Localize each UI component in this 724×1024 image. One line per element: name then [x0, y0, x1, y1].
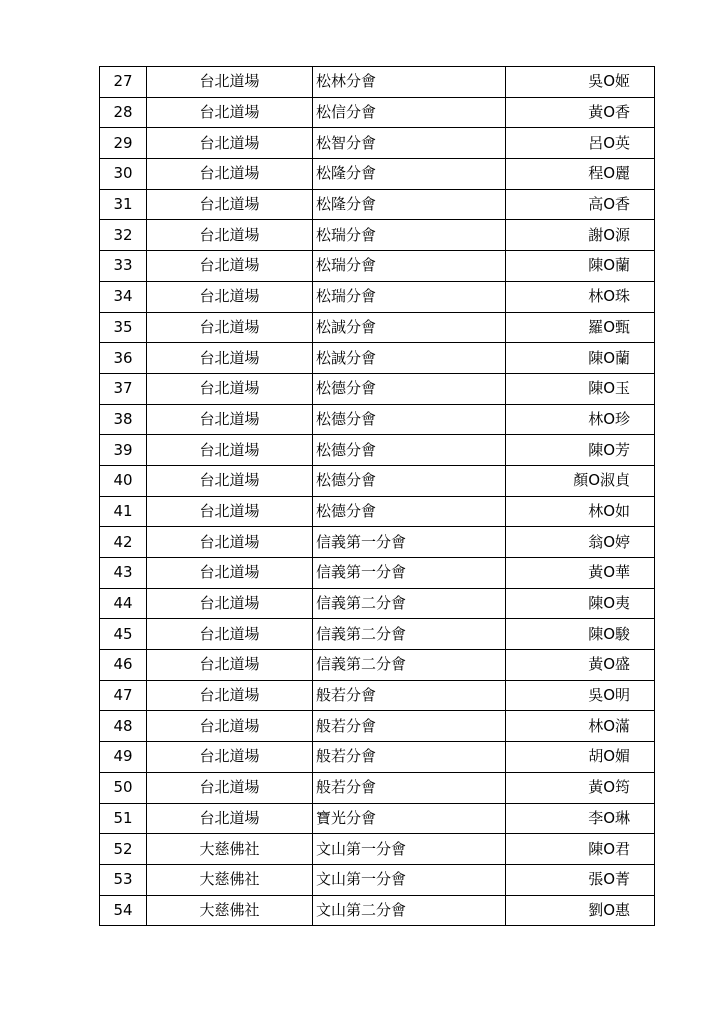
row-number-cell: 43 — [100, 558, 147, 589]
branch-cell: 寶光分會 — [313, 803, 506, 834]
table-row — [100, 680, 655, 711]
dojo-cell: 台北道場 — [147, 312, 313, 343]
branch-cell: 松德分會 — [313, 435, 506, 466]
dojo-cell: 台北道場 — [147, 619, 313, 650]
dojo-cell: 台北道場 — [147, 404, 313, 435]
dojo-cell: 台北道場 — [147, 588, 313, 619]
member-name-cell: 黃O筠 — [506, 772, 655, 803]
member-name-cell: 程O麗 — [506, 159, 655, 190]
dojo-cell: 台北道場 — [147, 465, 313, 496]
member-name-cell: 林O如 — [506, 496, 655, 527]
row-number-cell: 44 — [100, 588, 147, 619]
member-name-cell: 吳O明 — [506, 680, 655, 711]
branch-cell: 松德分會 — [313, 465, 506, 496]
row-number-cell: 33 — [100, 251, 147, 282]
branch-cell: 文山第一分會 — [313, 834, 506, 865]
table-row — [100, 373, 655, 404]
dojo-cell: 台北道場 — [147, 251, 313, 282]
dojo-cell: 台北道場 — [147, 711, 313, 742]
dojo-cell: 台北道場 — [147, 558, 313, 589]
table-row — [100, 834, 655, 865]
row-number-cell: 47 — [100, 680, 147, 711]
dojo-cell: 台北道場 — [147, 496, 313, 527]
table-row — [100, 619, 655, 650]
row-number-cell: 31 — [100, 189, 147, 220]
member-name-cell: 顏O淑貞 — [506, 465, 655, 496]
dojo-cell: 台北道場 — [147, 220, 313, 251]
member-name-cell: 黃O盛 — [506, 650, 655, 681]
branch-cell: 松信分會 — [313, 97, 506, 128]
table-row — [100, 527, 655, 558]
table-row — [100, 496, 655, 527]
member-name-cell: 陳O君 — [506, 834, 655, 865]
dojo-cell: 台北道場 — [147, 680, 313, 711]
member-name-cell: 張O菁 — [506, 864, 655, 895]
branch-cell: 信義第二分會 — [313, 619, 506, 650]
branch-cell: 信義第一分會 — [313, 527, 506, 558]
branch-cell: 文山第二分會 — [313, 895, 506, 926]
row-number-cell: 38 — [100, 404, 147, 435]
table-row — [100, 711, 655, 742]
member-name-cell: 林O珠 — [506, 281, 655, 312]
member-name-cell: 呂O英 — [506, 128, 655, 159]
table-row — [100, 558, 655, 589]
branch-cell: 般若分會 — [313, 711, 506, 742]
row-number-cell: 51 — [100, 803, 147, 834]
table-row — [100, 650, 655, 681]
row-number-cell: 52 — [100, 834, 147, 865]
table-row — [100, 803, 655, 834]
member-name-cell: 翁O婷 — [506, 527, 655, 558]
branch-cell: 文山第一分會 — [313, 864, 506, 895]
dojo-cell: 台北道場 — [147, 128, 313, 159]
branch-cell: 信義第二分會 — [313, 650, 506, 681]
row-number-cell: 29 — [100, 128, 147, 159]
table-row — [100, 67, 655, 98]
dojo-cell: 台北道場 — [147, 281, 313, 312]
row-number-cell: 39 — [100, 435, 147, 466]
row-number-cell: 45 — [100, 619, 147, 650]
row-number-cell: 34 — [100, 281, 147, 312]
dojo-cell: 大慈佛社 — [147, 864, 313, 895]
member-name-cell: 胡O媚 — [506, 742, 655, 773]
branch-cell: 松瑞分會 — [313, 281, 506, 312]
table-row — [100, 128, 655, 159]
dojo-cell: 台北道場 — [147, 159, 313, 190]
dojo-cell: 台北道場 — [147, 373, 313, 404]
roster-table-body — [100, 67, 655, 926]
dojo-cell: 台北道場 — [147, 803, 313, 834]
table-row — [100, 251, 655, 282]
row-number-cell: 37 — [100, 373, 147, 404]
member-name-cell: 陳O駿 — [506, 619, 655, 650]
row-number-cell: 48 — [100, 711, 147, 742]
branch-cell: 松瑞分會 — [313, 251, 506, 282]
row-number-cell: 28 — [100, 97, 147, 128]
dojo-cell: 台北道場 — [147, 189, 313, 220]
branch-cell: 松德分會 — [313, 496, 506, 527]
member-name-cell: 林O滿 — [506, 711, 655, 742]
member-name-cell: 高O香 — [506, 189, 655, 220]
table-row — [100, 159, 655, 190]
table-row — [100, 895, 655, 926]
branch-cell: 松瑞分會 — [313, 220, 506, 251]
table-row — [100, 588, 655, 619]
member-name-cell: 羅O甄 — [506, 312, 655, 343]
row-number-cell: 54 — [100, 895, 147, 926]
row-number-cell: 36 — [100, 343, 147, 374]
table-row — [100, 864, 655, 895]
table-row — [100, 742, 655, 773]
dojo-cell: 台北道場 — [147, 742, 313, 773]
branch-cell: 松誠分會 — [313, 312, 506, 343]
row-number-cell: 27 — [100, 67, 147, 98]
member-name-cell: 林O珍 — [506, 404, 655, 435]
table-row — [100, 435, 655, 466]
dojo-cell: 台北道場 — [147, 67, 313, 98]
branch-cell: 松德分會 — [313, 404, 506, 435]
table-row — [100, 220, 655, 251]
table-row — [100, 312, 655, 343]
branch-cell: 松德分會 — [313, 373, 506, 404]
dojo-cell: 台北道場 — [147, 650, 313, 681]
dojo-cell: 大慈佛社 — [147, 834, 313, 865]
row-number-cell: 40 — [100, 465, 147, 496]
row-number-cell: 35 — [100, 312, 147, 343]
branch-cell: 松林分會 — [313, 67, 506, 98]
member-name-cell: 陳O夷 — [506, 588, 655, 619]
member-name-cell: 謝O源 — [506, 220, 655, 251]
table-row — [100, 404, 655, 435]
branch-cell: 松隆分會 — [313, 159, 506, 190]
row-number-cell: 30 — [100, 159, 147, 190]
row-number-cell: 49 — [100, 742, 147, 773]
member-name-cell: 吳O姬 — [506, 67, 655, 98]
roster-table — [99, 66, 655, 926]
member-name-cell: 黃O華 — [506, 558, 655, 589]
table-row — [100, 189, 655, 220]
member-name-cell: 黃O香 — [506, 97, 655, 128]
table-row — [100, 772, 655, 803]
row-number-cell: 42 — [100, 527, 147, 558]
table-row — [100, 343, 655, 374]
row-number-cell: 50 — [100, 772, 147, 803]
branch-cell: 松智分會 — [313, 128, 506, 159]
branch-cell: 松誠分會 — [313, 343, 506, 374]
member-name-cell: 劉O惠 — [506, 895, 655, 926]
dojo-cell: 台北道場 — [147, 435, 313, 466]
table-row — [100, 97, 655, 128]
table-row — [100, 465, 655, 496]
branch-cell: 般若分會 — [313, 680, 506, 711]
row-number-cell: 41 — [100, 496, 147, 527]
member-name-cell: 李O琳 — [506, 803, 655, 834]
dojo-cell: 台北道場 — [147, 772, 313, 803]
row-number-cell: 53 — [100, 864, 147, 895]
branch-cell: 信義第二分會 — [313, 588, 506, 619]
dojo-cell: 大慈佛社 — [147, 895, 313, 926]
row-number-cell: 46 — [100, 650, 147, 681]
dojo-cell: 台北道場 — [147, 97, 313, 128]
member-name-cell: 陳O蘭 — [506, 251, 655, 282]
member-name-cell: 陳O玉 — [506, 373, 655, 404]
member-name-cell: 陳O芳 — [506, 435, 655, 466]
branch-cell: 信義第一分會 — [313, 558, 506, 589]
table-row — [100, 281, 655, 312]
row-number-cell: 32 — [100, 220, 147, 251]
branch-cell: 般若分會 — [313, 742, 506, 773]
member-name-cell: 陳O蘭 — [506, 343, 655, 374]
dojo-cell: 台北道場 — [147, 343, 313, 374]
branch-cell: 般若分會 — [313, 772, 506, 803]
branch-cell: 松隆分會 — [313, 189, 506, 220]
dojo-cell: 台北道場 — [147, 527, 313, 558]
